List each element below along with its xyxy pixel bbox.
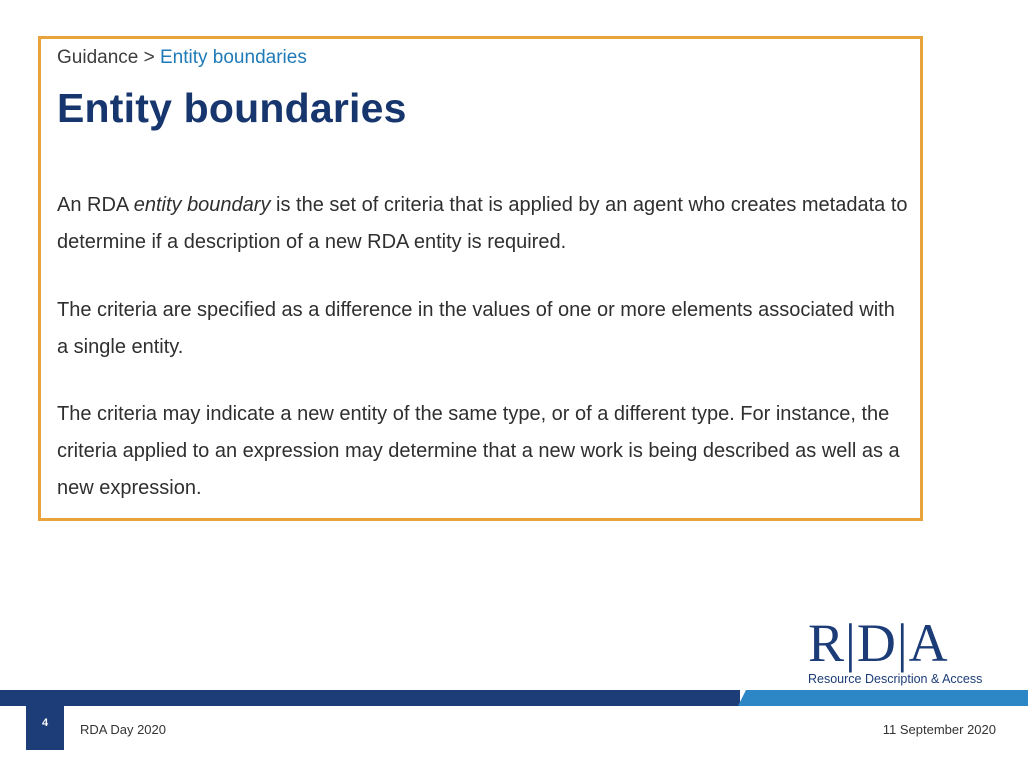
paragraph-text: An RDA bbox=[57, 194, 134, 216]
rda-logo bbox=[806, 612, 1006, 692]
page-number-badge: 4 bbox=[26, 706, 64, 750]
rda-logo-text: R|D|A bbox=[808, 613, 949, 673]
example-paragraph: The criteria may indicate a new entity of the same type, or of a different type. For instance, the criteria applied to an expression may determine that a new work is being described as well as a new expression. bbox=[57, 403, 900, 499]
breadcrumb-current-link[interactable]: Entity boundaries bbox=[160, 47, 307, 68]
breadcrumb-separator: > bbox=[138, 47, 160, 68]
breadcrumb-parent[interactable]: Guidance bbox=[57, 47, 139, 68]
footer-bar-light bbox=[738, 690, 1028, 706]
footer-event-label: RDA Day 2020 bbox=[80, 722, 166, 737]
footer-bar-dark bbox=[0, 690, 740, 706]
definition-paragraph bbox=[57, 187, 909, 261]
paragraph-text: is the set of criteria that is applied by an agent who creates metadata to determine if a description of a new RDA entity is required. bbox=[57, 194, 908, 253]
content-panel bbox=[38, 36, 923, 521]
breadcrumb bbox=[57, 47, 307, 69]
rda-logo-subtitle: Resource Description & Access bbox=[808, 672, 983, 686]
page-title: Entity boundaries bbox=[57, 85, 407, 131]
criteria-paragraph: The criteria are specified as a difference in the values of one or more elements associated with a single entity. bbox=[57, 299, 895, 358]
term-emphasis: entity boundary bbox=[133, 194, 271, 216]
footer-date-label: 11 September 2020 bbox=[882, 722, 996, 737]
